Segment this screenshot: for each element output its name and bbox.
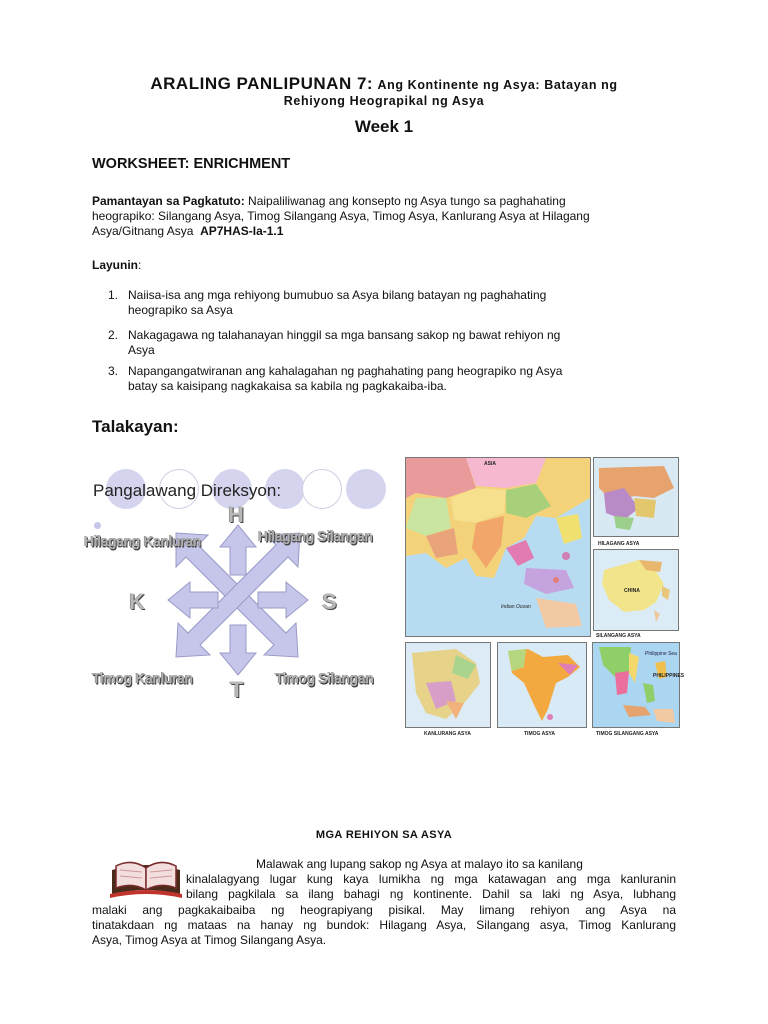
direction-letter-k: K xyxy=(129,589,145,614)
body-line4: malaki ang pagkakaibaiba ng heograpiyang pisikal. May limang rehiyon ang Asya na xyxy=(92,903,676,917)
body-line1: Malawak ang lupang sakop ng Asya at malayo ito sa kanilang xyxy=(256,857,583,871)
direction-ne: Hilagang Silangan xyxy=(258,527,373,545)
talakayan-heading: Talakayan: xyxy=(92,417,179,436)
asia-map-image xyxy=(405,457,591,637)
kanlurang-map-icon xyxy=(406,643,490,727)
hilagang-asya-map xyxy=(593,457,679,537)
pamantayan-block xyxy=(92,194,692,239)
kanlurang-asya-map xyxy=(405,642,491,728)
map-caption-kanlurang: KANLURANG ASYA xyxy=(424,731,471,737)
map-label-asia: ASIA xyxy=(484,461,496,467)
map-caption-timog-silangang: TIMOG SILANGANG ASYA xyxy=(596,731,659,737)
map-caption-timog: TIMOG ASYA xyxy=(524,731,556,737)
document-title xyxy=(0,74,768,94)
decorative-circle xyxy=(346,469,386,509)
direction-letter-s: S xyxy=(322,589,337,614)
map-label-philippines: PHILIPPINES xyxy=(653,673,685,679)
body-line2: kinalalagyang lugar kung kaya lumikha ng mga katawagan ang mga kanluranin xyxy=(186,872,676,886)
pamantayan-text3: Asya/Gitnang Asya xyxy=(92,224,194,238)
direction-sw: Timog Kanluran xyxy=(92,669,193,687)
title-rest: Ang Kontinente ng Asya: Batayan ng xyxy=(377,78,618,92)
list-item xyxy=(108,288,668,318)
map-label-china: CHINA xyxy=(624,588,640,594)
section-title: MGA REHIYON SA ASYA xyxy=(315,829,453,841)
list-text-line2: batay sa kaisipang nagkakaisa sa kabila ng pagkakaiba-iba. xyxy=(128,379,447,393)
map-caption-silangang: SILANGANG ASYA xyxy=(596,633,641,639)
pamantayan-code: AP7HAS-Ia-1.1 xyxy=(200,224,284,238)
list-number: 1. xyxy=(108,288,119,302)
list-text-line1: Napangangatwiranan ang kahalagahan ng paghahating pang heograpiko ng Asya xyxy=(128,364,563,378)
body-line6: Asya, Timog Asya at Timog Silangang Asya. xyxy=(92,933,327,947)
timog-map-icon xyxy=(498,643,586,727)
hilagang-map-icon xyxy=(594,458,678,536)
direction-letter-h: H xyxy=(228,502,244,527)
direksyon-title: Pangalawang Direksyon: xyxy=(93,481,282,500)
body-line5: tinatakdaan ng mataas na hanay ng bundok: Hilagang Asya, Silangang asya, Timog Kanlurang xyxy=(92,918,676,932)
body-line3: bilang pagkilala sa ilang bahagi ng kontinente. Dahil sa laki ng Asya, lubhang xyxy=(186,887,676,901)
decorative-circle xyxy=(302,469,342,509)
asia-map-icon xyxy=(406,458,590,636)
title-line2: Rehiyong Heograpikal ng Asya xyxy=(283,94,485,108)
direction-se: Timog Silangan xyxy=(275,669,374,687)
list-text-line1: Naiisa-isa ang mga rehiyong bumubuo sa Asya bilang batayan ng paghahating xyxy=(128,288,547,302)
list-text-line2: Asya xyxy=(128,343,155,357)
map-label-indian-ocean: Indian Ocean xyxy=(501,604,531,610)
pamantayan-label: Pamantayan sa Pagkatuto: xyxy=(92,194,245,208)
open-book-icon xyxy=(106,856,186,902)
direction-nw: Hilagang Kanluran xyxy=(84,532,201,550)
silangang-asya-map xyxy=(593,549,679,631)
list-item xyxy=(108,328,668,358)
direction-diagram xyxy=(80,465,400,715)
title-main: ARALING PANLIPUNAN 7: xyxy=(150,74,374,93)
list-text-line2: heograpiko sa Asya xyxy=(128,303,233,317)
week-label: Week 1 xyxy=(354,117,414,136)
map-label-philippine-sea: Philippine Sea xyxy=(645,651,677,657)
list-number: 2. xyxy=(108,328,119,342)
map-caption-hilagang: HILAGANG ASYA xyxy=(598,541,640,547)
timog-asya-map xyxy=(497,642,587,728)
pamantayan-text2: heograpiko: Silangang Asya, Timog Silangang Asya, Timog Asya, Kanlurang Asya at Hilagang xyxy=(92,209,590,223)
direction-letter-t: T xyxy=(230,677,244,702)
layunin-heading xyxy=(92,258,141,273)
bullet-dot xyxy=(94,522,101,529)
timog-silangang-asya-map xyxy=(592,642,685,728)
list-number: 3. xyxy=(108,364,119,378)
layunin-label: Layunin xyxy=(92,258,139,272)
worksheet-label: WORKSHEET: ENRICHMENT xyxy=(92,156,291,172)
list-item xyxy=(108,364,668,394)
layunin-colon: : xyxy=(138,258,142,272)
pamantayan-text1: Naipaliliwanag ang konsepto ng Asya tungo sa paghahating xyxy=(244,194,566,208)
list-text-line1: Nakagagawa ng talahanayan hinggil sa mga bansang sakop ng bawat rehiyon ng xyxy=(128,328,561,342)
